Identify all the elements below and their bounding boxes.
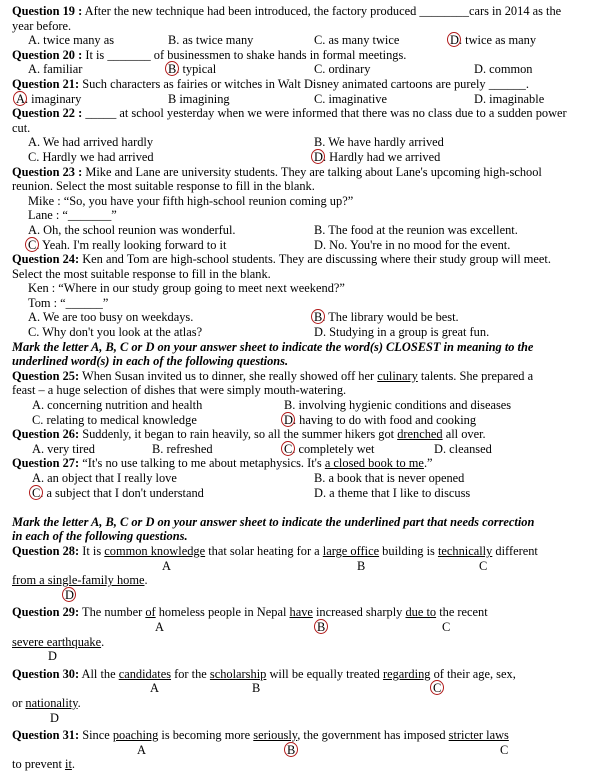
q26-option-b[interactable]: B. refreshed	[152, 441, 213, 456]
q30-label-b[interactable]: B	[252, 681, 261, 696]
q26-option-d[interactable]: D. cleansed	[434, 441, 492, 456]
q25-options-cd	[12, 413, 590, 428]
question-19: Question 19 : After the new technique had been introduced, the factory produced ________cars in 2014 as the	[12, 4, 562, 18]
answer-circle: D	[450, 33, 459, 48]
q21-option-b[interactable]: B imagining	[168, 91, 230, 106]
q30-label-c[interactable]	[433, 681, 441, 696]
q25-option-a[interactable]: A. concerning nutrition and health	[32, 398, 203, 413]
question-26: Question 26: Suddenly, it began to rain heavily, so all the summer hikers got drenched all over.	[12, 427, 486, 442]
answer-circle: C	[28, 237, 37, 252]
answer-circle: D	[65, 587, 74, 602]
q20-options	[12, 62, 590, 77]
q31-label-b[interactable]	[287, 743, 295, 758]
q30-label-d[interactable]: D	[50, 710, 59, 725]
q27-options-ab	[12, 471, 590, 486]
answer-circle: B	[317, 619, 326, 634]
q20-option-c[interactable]: C. ordinary	[314, 62, 371, 77]
q26-options	[12, 442, 590, 457]
q24-option-b[interactable]: B. The library would be best.	[314, 310, 459, 325]
question-25: Question 25: When Susan invited us to dinner, she really showed off her culinary talents. She prepared a	[12, 368, 534, 383]
q27-options-cd	[12, 486, 590, 501]
question-31: Question 31: Since poaching is becoming more seriously, the government has imposed stricter laws	[12, 728, 509, 743]
q24-option-c[interactable]: C. Why don't you look at the atlas?	[28, 325, 203, 340]
q29-label-c[interactable]: C	[442, 619, 451, 634]
q22-options-cd	[12, 150, 590, 165]
answer-circle: D	[314, 149, 323, 164]
q23-option-d[interactable]: D. No. You're in no mood for the event.	[314, 237, 511, 252]
answer-circle: B	[287, 742, 296, 757]
q21-option-c[interactable]: C. imaginative	[314, 91, 387, 106]
q19-option-b[interactable]: B. as twice many	[168, 33, 254, 48]
q31-label-a[interactable]: A	[137, 742, 146, 757]
question-27: Question 27: “It's no use talking to me about metaphysics. It's a closed book to me.”	[12, 456, 433, 471]
q19-options	[12, 33, 590, 48]
q20-option-d[interactable]: D. common	[474, 62, 533, 77]
answer-circle: B	[168, 62, 177, 77]
q26-option-a[interactable]: A. very tired	[32, 441, 95, 456]
q29-label-d[interactable]: D	[48, 649, 57, 664]
q28-label-c[interactable]: C	[479, 558, 488, 573]
q24-option-a[interactable]: A. We are too busy on weekdays.	[28, 310, 194, 325]
q23-option-a[interactable]: A. Oh, the school reunion was wonderful.	[28, 222, 236, 237]
question-28: Question 28: It is common knowledge that solar heating for a large office building is technically different	[12, 543, 538, 558]
q29-label-b[interactable]	[317, 620, 325, 635]
answer-circle: B	[314, 310, 323, 325]
q21-option-d[interactable]: D. imaginable	[474, 91, 545, 106]
question-20: Question 20 : It is _______ of businessmen to shake hands in formal meetings.	[12, 47, 407, 62]
question-30: Question 30: All the candidates for the scholarship will be equally treated regarding of their age, sex,	[12, 666, 516, 681]
q30-label-a[interactable]: A	[150, 681, 159, 696]
answer-circle: C	[32, 485, 41, 500]
q20-option-b[interactable]: B. typical	[168, 62, 217, 77]
question-21: Question 21: Such characters as fairies or witches in Walt Disney animated cartoons are purely ______.	[12, 76, 529, 91]
q27-option-a[interactable]: A. an object that I really love	[32, 471, 177, 485]
q19-option-c[interactable]: C. as many twice	[314, 33, 400, 48]
q22-options-ab	[12, 135, 590, 150]
question-23: Question 23 : Mike and Lane are university students. They are talking about Lane's upcoming high-school	[12, 164, 542, 179]
answer-circle: C	[433, 681, 442, 696]
q31-label-c[interactable]: C	[500, 742, 509, 757]
q29-label-a[interactable]: A	[155, 619, 164, 634]
q22-option-a[interactable]: A. We had arrived hardly	[28, 135, 154, 150]
instruction-error-correction: Mark the letter A, B, C or D on your answer sheet to indicate the underlined part that needs correction	[12, 514, 535, 529]
q19-option-d[interactable]: D. twice as many	[450, 33, 537, 48]
q22-option-b[interactable]: B. We have hardly arrived	[314, 135, 444, 150]
q20-option-a[interactable]: A. familiar	[28, 62, 83, 77]
answer-circle: D	[284, 412, 293, 427]
question-29: Question 29: The number of homeless people in Nepal have increased sharply due to the recent	[12, 605, 488, 620]
answer-circle: C	[284, 441, 293, 456]
q25-options-ab	[12, 398, 590, 413]
q24-option-d[interactable]: D. Studying in a group is great fun.	[314, 325, 490, 340]
q27-option-d[interactable]: D. a theme that I like to discuss	[314, 485, 471, 500]
q28-label-d[interactable]	[65, 588, 74, 603]
q23-option-c[interactable]: C. Yeah. I'm really looking forward to it	[28, 237, 227, 252]
instruction-synonym: Mark the letter A, B, C or D on your answer sheet to indicate the word(s) CLOSEST in meaning to the	[12, 339, 534, 354]
q25-option-d[interactable]: D. having to do with food and cooking	[284, 412, 477, 427]
q28-label-a[interactable]: A	[162, 558, 171, 573]
q22-option-c[interactable]: C. Hardly we had arrived	[28, 149, 154, 164]
answer-circle: A	[16, 91, 25, 106]
q27-option-c[interactable]: C. a subject that I don't understand	[32, 485, 204, 500]
q23-options-ab	[12, 223, 590, 238]
q28-label-b[interactable]: B	[357, 558, 366, 573]
question-24: Question 24: Ken and Tom are high-school students. They are discussing where their study group will meet.	[12, 252, 551, 267]
q25-option-c[interactable]: C. relating to medical knowledge	[32, 412, 197, 427]
exam-page: Question 19 : After the new technique had been introduced, the factory produced ________cars in 2014 as the year before. A. twice many as B. as twice many C. as many twice D. twice as many Question 20 : It is _______ of businessmen to shake hands in formal meetings. A. familiar B. typical C. ordinary D. common Question 21: Such characters as fairies or witches in Walt Disney animated cartoons are purely ______. A. imaginary B imagining C. imaginative D. imaginable Question 22 : _____ at school yesterday when we were informed that there was no class due to a sudden power cut. A. We had arrived hardly B. We have hardly arrived C. Hardly we had arrived D. Hardly had we arrived Question 23 : Mike and Lane are university students. They are talking about Lane's upcoming high-school reunion. Select the most suitable response to fill in the blank. Mike : “So, you have your fifth high-school reunion coming up?” Lane : “_______” A. Oh, the school reunion was wonderful. B. The food at the reunion was excellent. C. Yeah. I'm really looking forward to it D. No. You're in no mood for the event. Question 24: Ken and Tom are high-school students. They are discussing where their study group will meet. Select the most suitable response to fill in the blank. Ken : “Where in our study group going to meet next weekend?” Tom : “______” A. We are too busy on weekdays. B. The library would be best. C. Why don't you look at the atlas? D. Studying in a group is great fun. Mark the letter A, B, C or D on your answer sheet to indicate the word(s) CLOSEST in meaning to the underlined word(s) in each of the following questions. Question 25: When Susan invited us to dinner, she really showed off her culinary talents. She prepared a feast – a huge selection of dishes that were simply mouth-watering. A. concerning nutrition and health B. involving hygienic conditions and diseases C. relating to medical knowledge D. having to do with food and cooking Question 26: Suddenly, it began to rain heavily, so all the summer hikers got drenched all over. A. very tired B. refreshed C. completely wet D. cleansed Question 27: “It's no use talking to me about metaphysics. It's a closed book to me.” A. an object that I really love B. a book that is never opened C. a subject that I don't understand D. a theme that I like to discuss Mark the letter A, B, C or D on your answer sheet to indicate the underlined part that needs correction in each of the following questions. Question 28: It is common knowledge that solar heating for a large office building is technically different A B C from a single-family home. D Question 29: The number of homeless people in Nepal have increased sharply due to the recent A B C severe earthquake. D Question 30: All the candidates for the scholarship will be equally treated regarding of their age, sex, A B C or nationality. D Question 31: Since poaching is becoming more seriously, the government has imposed stricter laws A B C to prevent it.	[12, 4, 590, 772]
q24-options-cd	[12, 325, 590, 340]
q21-option-a[interactable]: A. imaginary	[16, 91, 82, 106]
q19-option-a[interactable]: A. twice many as	[28, 33, 115, 48]
question-22: Question 22 : _____ at school yesterday when we were informed that there was no class due to a sudden power	[12, 106, 567, 121]
q26-option-c[interactable]: C. completely wet	[284, 441, 375, 456]
q27-option-b[interactable]: B. a book that is never opened	[314, 471, 465, 485]
q23-option-b[interactable]: B. The food at the reunion was excellent.	[314, 222, 518, 237]
q22-option-d[interactable]: D. Hardly had we arrived	[314, 149, 441, 164]
q21-options	[12, 92, 590, 107]
q24-options-ab	[12, 310, 590, 325]
q23-options-cd	[12, 238, 590, 253]
q25-option-b[interactable]: B. involving hygienic conditions and diseases	[284, 398, 512, 413]
